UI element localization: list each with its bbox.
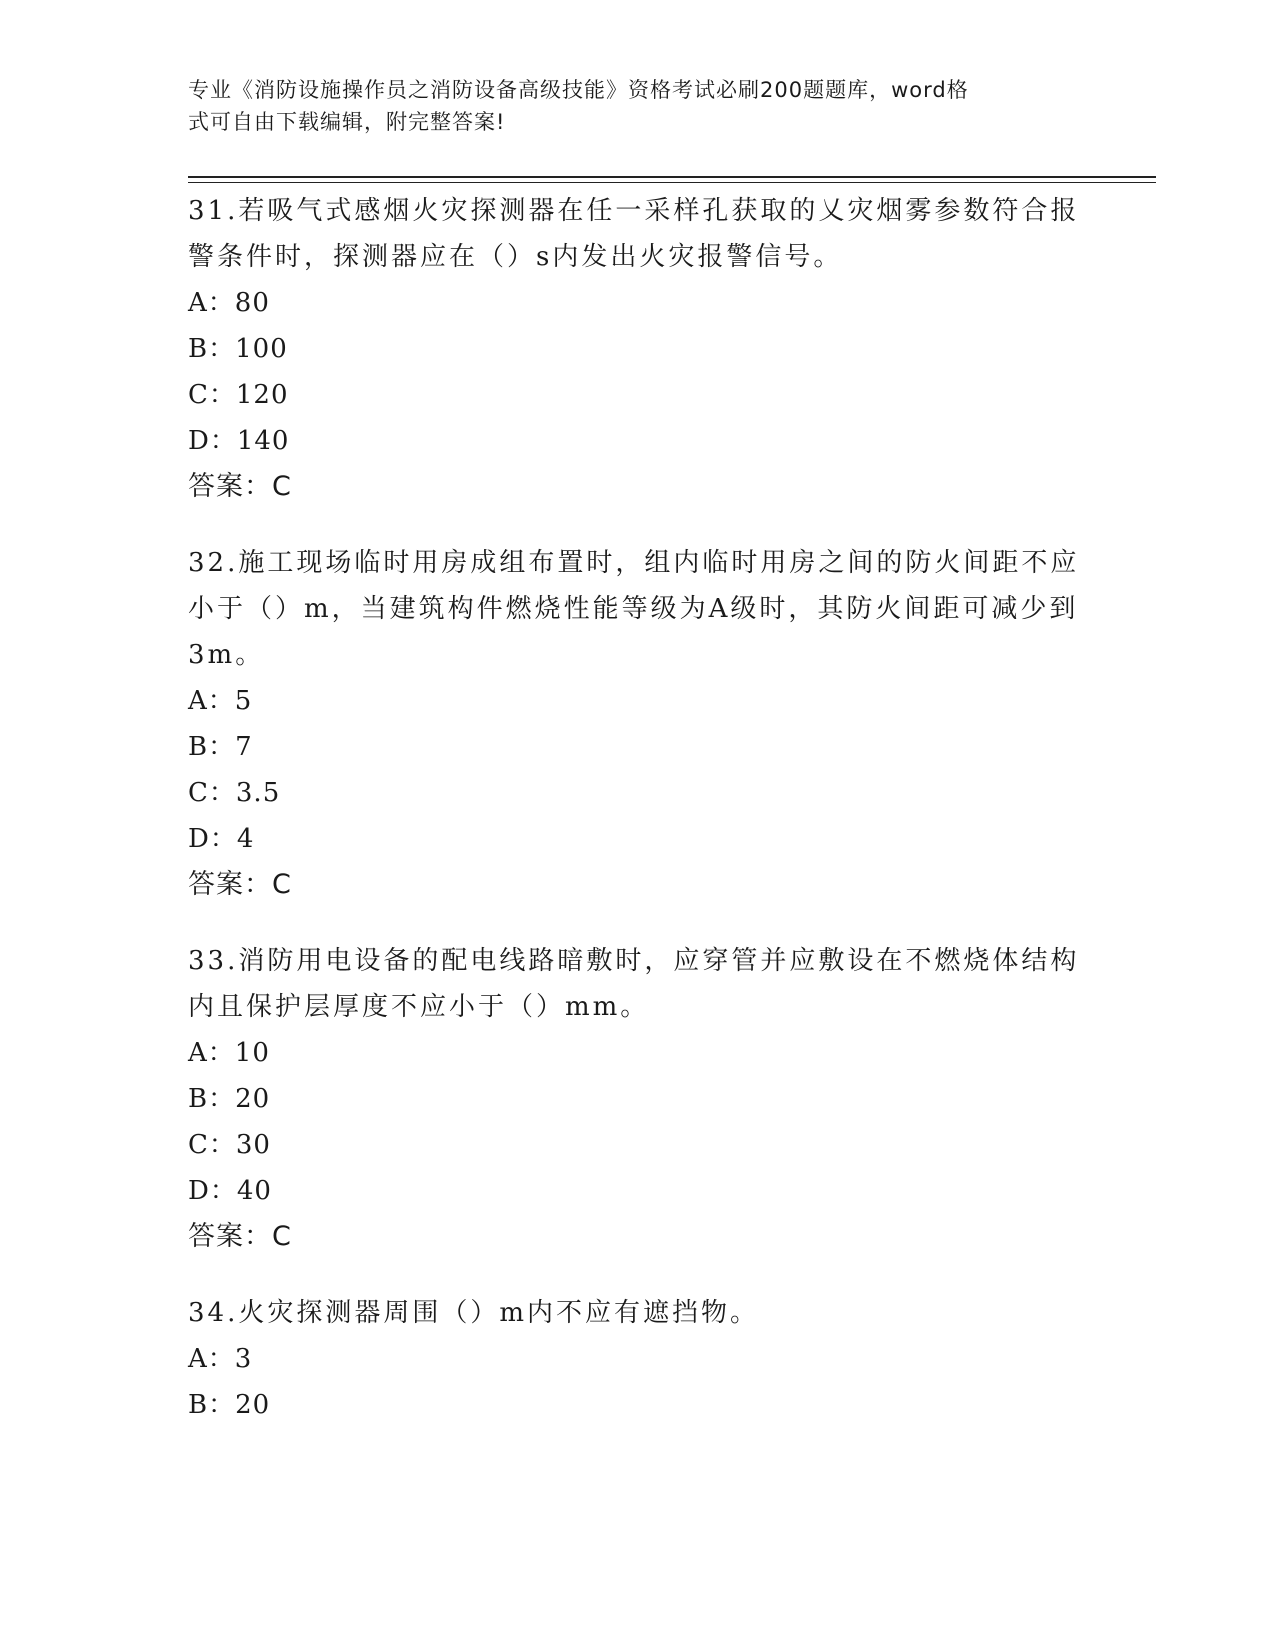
option-a: A：10	[188, 1038, 270, 1068]
question-list	[188, 188, 1088, 1458]
header-line-1: 专业《消防设施操作员之消防设备高级技能》资格考试必刷200题题库，word格	[188, 78, 969, 102]
question-32	[188, 540, 1088, 908]
option-d: D：40	[188, 1176, 272, 1206]
answer-line: 答案：C	[188, 869, 292, 900]
option-c: C：120	[188, 380, 289, 410]
option-b: B：7	[188, 732, 253, 762]
stem-line: 34.火灾探测器周围（）m内不应有遮挡物。	[188, 1298, 760, 1328]
question-31	[188, 188, 1088, 510]
question-stem	[188, 1290, 1088, 1336]
option-b: B：100	[188, 334, 288, 364]
question-stem	[188, 188, 1088, 280]
stem-line: 31.若吸气式感烟火灾探测器在任一采样孔获取的乂灾烟雾参数符合报	[188, 196, 1080, 226]
header-divider-thick	[188, 176, 1156, 178]
question-stem	[188, 540, 1088, 678]
stem-line: 小于（）m，当建筑构件燃烧性能等级为A级时，其防火间距可减少到	[188, 594, 1079, 624]
question-stem	[188, 938, 1088, 1030]
stem-line: 32.施工现场临时用房成组布置时，组内临时用房之间的防火间距不应	[188, 548, 1080, 578]
question-34	[188, 1290, 1088, 1428]
option-a: A：5	[188, 686, 253, 716]
stem-line: 33.消防用电设备的配电线路暗敷时，应穿管并应敷设在不燃烧体结构	[188, 946, 1080, 976]
option-b: B：20	[188, 1390, 271, 1420]
answer-line: 答案：C	[188, 471, 292, 502]
document-header	[188, 74, 1068, 138]
stem-line: 内且保护层厚度不应小于（）mm。	[188, 992, 650, 1022]
stem-line: 警条件时，探测器应在（）s内发出火灾报警信号。	[188, 242, 843, 272]
option-b: B：20	[188, 1084, 271, 1114]
answer-line: 答案：C	[188, 1221, 292, 1252]
option-c: C：3.5	[188, 778, 281, 808]
option-a: A：80	[188, 288, 270, 318]
header-divider-thin	[188, 182, 1156, 183]
question-33	[188, 938, 1088, 1260]
option-c: C：30	[188, 1130, 271, 1160]
option-d: D：140	[188, 426, 290, 456]
header-line-2: 式可自由下载编辑，附完整答案!	[188, 110, 506, 134]
stem-line: 3m。	[188, 640, 265, 670]
option-a: A：3	[188, 1344, 253, 1374]
option-d: D：4	[188, 824, 255, 854]
